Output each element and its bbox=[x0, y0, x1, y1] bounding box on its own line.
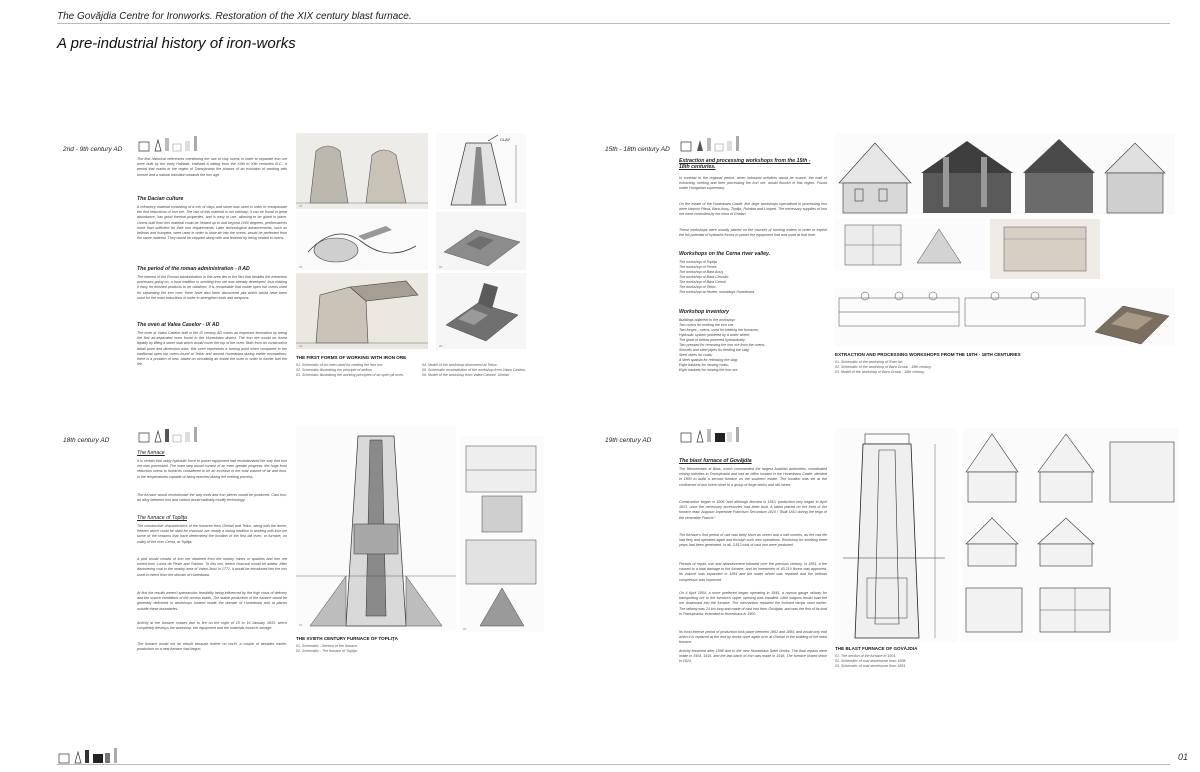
airflow-section-drawing bbox=[436, 133, 526, 209]
list-item: The workshop of Fenes bbox=[679, 265, 717, 269]
page-title: A pre-industrial history of iron-works bbox=[57, 35, 296, 52]
paragraph: Construction began in 1806, and although finished in 1810, production only began in April 1813, once the necessary accessories had been built. A tablet placed on the front of the furnace read: Augusto Imperante Francisco Secundum 1810 / "Built 1810 during the reign of the venerable Francis". bbox=[679, 500, 827, 520]
figure-number: 04 bbox=[439, 265, 443, 269]
airflow-label: CLAY bbox=[500, 137, 511, 142]
paragraph: At first the results weren't spectacular, feasibility being influenced by the high costs of delivery and the scarce conditions of the access roads. The stable production of the furnace would be generally delivered in workshops located inside the domain of Hunedoara and at places outside these boundaries. bbox=[137, 591, 287, 611]
figure-caption-item: 02. Schematic illustrating the principle of airflow. bbox=[296, 368, 373, 372]
subsection-title: The furnace bbox=[137, 450, 165, 456]
list-item: Two forges - ovens, used for heating the furnaces; bbox=[679, 328, 759, 332]
list-item: Eight baskets for moving the iron ore. bbox=[679, 368, 739, 372]
intro-paragraph: In contrast to the regional period, when industrial activities would be scarce, the craft of extracting, melting and then processing the iron ore, would flourish in this region. Found under Hungarian supremacy. bbox=[679, 176, 827, 191]
timeline-furnace-icons bbox=[137, 132, 217, 152]
subsection-title: The Dacian culture bbox=[137, 196, 184, 202]
toplita-furnace-section-drawing bbox=[296, 426, 456, 630]
figure-caption-item: 05. Schematic reconstitution of the workshop from Valea Caselor. bbox=[422, 368, 527, 372]
inventory-list bbox=[679, 318, 829, 373]
subsection-title: The period of the roman administration - II AD bbox=[137, 266, 250, 272]
figure-caption-title: THE BLAST FURNACE OF GOVĂJDIA bbox=[835, 646, 918, 651]
figure-caption-title: EXTRACTION AND PROCESSING WORKSHOPS FROM THE 15TH - 18TH CENTURIES bbox=[835, 352, 1021, 357]
teliuc-workshop-model-photo bbox=[436, 212, 526, 270]
header-title: The Govăjdia Centre for Ironworks. Restoration of the XIX century blast furnace. bbox=[57, 11, 412, 22]
ghelari-workshop-model-photo bbox=[436, 273, 526, 349]
open-pit-oven-drawing bbox=[296, 212, 428, 270]
paragraph: Its most intense period of production took place between 1861 and 1884, and would only end when it is replaced at the end by works once again over at Ghelari in the building of the blast furnace. bbox=[679, 630, 827, 645]
govajdia-furnace-section-drawing bbox=[835, 428, 957, 642]
workshop-plans-and-model bbox=[835, 288, 1175, 346]
valea-caselor-sketch bbox=[296, 273, 428, 349]
list-item: Eight baskets for moving coals; bbox=[679, 363, 729, 367]
list-item: The workshop of Bara Aouş bbox=[679, 270, 724, 274]
workshop-sketch-drawing bbox=[990, 219, 1100, 279]
paragraph: The furnace's first period of use was fairly short as seven and a half months, as the raw life had fiery and operated again and through such new operations. Workshop for smelting three years had been generated. In all, 3,813 tons of cast iron were produced. bbox=[679, 533, 827, 548]
subsection-title: Workshops on the Cerna river valley. bbox=[679, 251, 771, 257]
figure-number: 01 bbox=[299, 204, 303, 208]
list-item: Shovels and steel pipes for feeding the slag; bbox=[679, 348, 750, 352]
list-item: Two ovens for melting the iron ore; bbox=[679, 323, 735, 327]
figure-number: 02 bbox=[463, 627, 467, 631]
figure-caption-item: 01. Schematic of an oven used for melting the iron ore. bbox=[296, 363, 384, 367]
clay-oven-ruins-photo bbox=[296, 133, 428, 209]
list-item: Hydraulic system powered by a water wheel; bbox=[679, 333, 751, 337]
list-item: The workshop at Hunter, nowadays Hunedoara. bbox=[679, 290, 756, 294]
footer-divider bbox=[57, 764, 1170, 765]
figure-number: 03 bbox=[299, 344, 303, 348]
paragraph: The interest of the Roman administration in this area lies in the fact that besides the extraction processes going on, a local tradition in smelting iron ore was already developed, thus making it easy for finished products to be obtained. It is remarkable that inside open hut ovens used for separating the iron core, there have also been discovered pits which would have been used for the main reductions in order to strengthen tools and weapons. bbox=[137, 275, 287, 300]
paragraph: The oven at Valea Caselor built in the IX century AD marks an important innovation by being the first air-separated oven found in the Hunedoara district. The iron ore would be fused liquidly by lifting a stone slab which would cover the top of the oven. Both from an constructive detail point and dimension wise, this oven represents a turning point when compared to the traditional open top ovens found at Teliuc and around Hunedoara during earlier excavations; there is a problem of new, based on circulating air inside the oven in order to further fuel the fire. bbox=[137, 331, 287, 367]
figure-caption-item: 04. Model of the workshop discovered at Teliuc. bbox=[422, 363, 498, 367]
header-divider bbox=[57, 23, 1170, 24]
list-item: The giant of bellow powered hydraulically; bbox=[679, 338, 746, 342]
figure-caption-item: 02. Schematic of the workshop of Bara Grossi - 18th century. bbox=[835, 365, 932, 369]
period-heading: 15th - 18th century AD bbox=[605, 146, 670, 153]
intro-paragraph: The first historical references mentioning the use of clay ovens in order to separate iron ore were built by the early Hallstatt, Hallstatt A dating from the XIIth to XIth centuries B.C., a period that marks in the region of Transylvania the phases of an evolution of working with bronze and a natural transition towards the iron age. bbox=[137, 157, 287, 177]
period-heading: 18th century AD bbox=[63, 437, 110, 444]
workshop-schematic-drawing bbox=[835, 219, 985, 271]
paragraph: The filimonestani at Bilas, which commanded the largest Austrian authorities, coordinated mining activities in Transylvania and had an office located in the Hunedoara Castle, decided in 1800 to build a second furnace on the southern estate. The location was set at the confluence of two rivers close to a group of forge works and rail mines. bbox=[679, 467, 827, 487]
figure-caption-item: 02. Schematic of coal storehouse from 1808. bbox=[835, 659, 907, 663]
toplita-furnace-elevation-drawing bbox=[460, 436, 544, 632]
list-item: A steel spatula for releasing the slag; bbox=[679, 358, 738, 362]
subsection-title: Workshop inventory bbox=[679, 309, 730, 315]
figure-caption-item: 01. Schematic of the workshop of Ruer Iar. bbox=[835, 360, 903, 364]
page-number: 01 bbox=[1177, 752, 1188, 762]
workshop-elevations-drawing bbox=[835, 133, 1175, 215]
coal-storehouse-drawings bbox=[962, 428, 1178, 642]
figure-number: 01 bbox=[299, 623, 303, 627]
paragraph: The furnace would revolutionise the way tools and iron pieces would be produced. Cast iron, an alloy between iron and carbon would radically modify technology. bbox=[137, 493, 287, 503]
figure-caption-item: 01. The section of the furnace in 1901. bbox=[835, 654, 897, 658]
figure-caption-title: THE FIRST FORMS OF WORKING WITH IRON ORE bbox=[296, 355, 407, 360]
footer-timeline-icons bbox=[57, 744, 137, 764]
list-item: Steel rakes for coals; bbox=[679, 353, 713, 357]
figure-caption-item: 06. Model of the workshop from Valea Caselor, Ghelari bbox=[422, 373, 510, 377]
paragraph: It is certain that using hydraulic force to power equipment had revolutionised the way that iron ore was processed. The main step would consist of an even greater progress: the huge from reduction ovens to furnaces considered to be an increase in the total volume of air and thus, in the temperatures capable of being reached during the melting process. bbox=[137, 459, 287, 479]
list-item: The workshop of Bara Cerusilo bbox=[679, 275, 729, 279]
period-heading: 2nd - 9th century AD bbox=[63, 146, 123, 153]
timeline-furnace-icons bbox=[679, 132, 759, 152]
figure-number: 06 bbox=[439, 344, 443, 348]
figure-number: 02 bbox=[299, 265, 303, 269]
paragraph: The furnace would not be rebuilt because further on north, a couple of decades earlier, production on a new furnace had begun. bbox=[137, 642, 287, 652]
subsection-title: Extraction and processing workshops from the 15th - 18th centuries. bbox=[679, 158, 811, 170]
subsection-title: The oven at Valea Caselor - IX AD bbox=[137, 322, 220, 328]
list-item: The workshop of Teliuc bbox=[679, 285, 716, 289]
paragraph: On the estate of the Hunedoara Castle, five large workshops specialised in processing iron were Hasmin Plasa, Bara Aouş, Topliţa, Ruhdan and Limpert. The necessary supplies of iron ore were controlled by the town of Ghelari. bbox=[679, 202, 827, 217]
subsection-title: The furnace of Topliţa bbox=[137, 515, 187, 521]
period-heading: 19th century AD bbox=[605, 437, 652, 444]
figure-caption-item: 03. Schematic of coal storehouse from 1851. bbox=[835, 664, 907, 668]
list-item: Two pressed for removing the iron ore from the ovens; bbox=[679, 343, 766, 347]
paragraph: These workshops were usually placed on the courses of running waters in order to exploit the full potential of hydraulic forces to power the equipment that was used at that time. bbox=[679, 228, 827, 238]
figure-caption-title: THE XVIIITH CENTURY FURNACE OF TOPLIŢA bbox=[296, 636, 399, 641]
workshop-list bbox=[679, 260, 829, 295]
paragraph: Periods of repair, use and abandonment followed over the previous century. In 1851, a fire caused to a total damage to the furnace, and an investment of 40,219 florins was approved. Its volume was expanded in 1854 and the water wheel was repaired and the bellows compressor was improved. bbox=[679, 562, 827, 582]
paragraph: The constructive characteristics of the furnaces from Ghelari and Teliuc, along with the dome, freezes which could be used for charcoal, are mostly a strong tradition in working with iron ore some of the reasons that have determined the location of the first tall oven, or furnace, on valley of the river Cerna, at Topliţa. bbox=[137, 524, 287, 544]
list-item: The workshop of Bara Ceroni bbox=[679, 280, 726, 284]
figure-caption-item: 01. Schematic - Section of the furnace. bbox=[296, 644, 358, 648]
timeline-furnace-icons bbox=[679, 423, 759, 443]
paragraph: A pick would consist of iron ore obtained from the nearby mines or quarries and iron ore mined from Lunca de Peste and Toinloni. To this mix, beech charcoal would be added. After discovering coal in the nearby area of Valea Jiului in 1771, it would be introduced into the mix used in ovens from the domain of Hunedoara. bbox=[137, 557, 287, 577]
timeline-furnace-icons bbox=[137, 423, 217, 443]
figure-caption-item: 03. Schematic illustrating the working principles of an open pit oven. bbox=[296, 373, 405, 377]
paragraph: Activity at the furnace ceases due to fire on the night of 15 to 16 January 1833, which completely destroys the workshop, the equipment and the materials found in storage. bbox=[137, 621, 287, 631]
figure-caption-item: 02. Schematic - The furnace of Topliţa. bbox=[296, 649, 358, 653]
figure-caption-item: 03. Model of the workshop of Bara Grossi - 18th century. bbox=[835, 370, 925, 374]
paragraph: Activity lessened after 1898 due to the new Hunedoara Steel Works. The final repairs were made in 1904, 1916, and the last batch of iron was made in 1918. The furnace closed down in 1924. bbox=[679, 649, 827, 664]
subsection-title: The blast furnace of Govăjdia bbox=[679, 458, 752, 464]
paragraph: On 4 April 1854, a more preferred began operating in 1845, a narrow gauge railway for transporting ore to the furnace's upper opening was installed. Little wagons would load the ore downward into the furnace. The mechanism replaced the inclined ramps used earlier. The railway was 24 km long and made of cast iron from Govăjdia, and was the first of its kind in Transylvania, extended to Hunedoara in 1900. bbox=[679, 591, 827, 616]
list-item: Buildings adjacent to the workshop: bbox=[679, 318, 736, 322]
list-item: The workshop of Topliţa bbox=[679, 260, 718, 264]
paragraph: A refractory material consisting of a mix of clays and stone was used in order to encapsulate the first reductions of iron ore. The use of this material is not ordinary; it can be found in great abundance, has good thermal properties, and is easy to use, allowing to be glued in place. Ovens built from this material could be heated up to and beyond 1000 degrees, performances more than sufficient for their iron requirements. Later technological advancements, such as bellows and trumpets, were used in order to blow air into the ovens, would be perfected from the same material. They would be stripped along with and finished by being heated in ovens. bbox=[137, 205, 287, 241]
